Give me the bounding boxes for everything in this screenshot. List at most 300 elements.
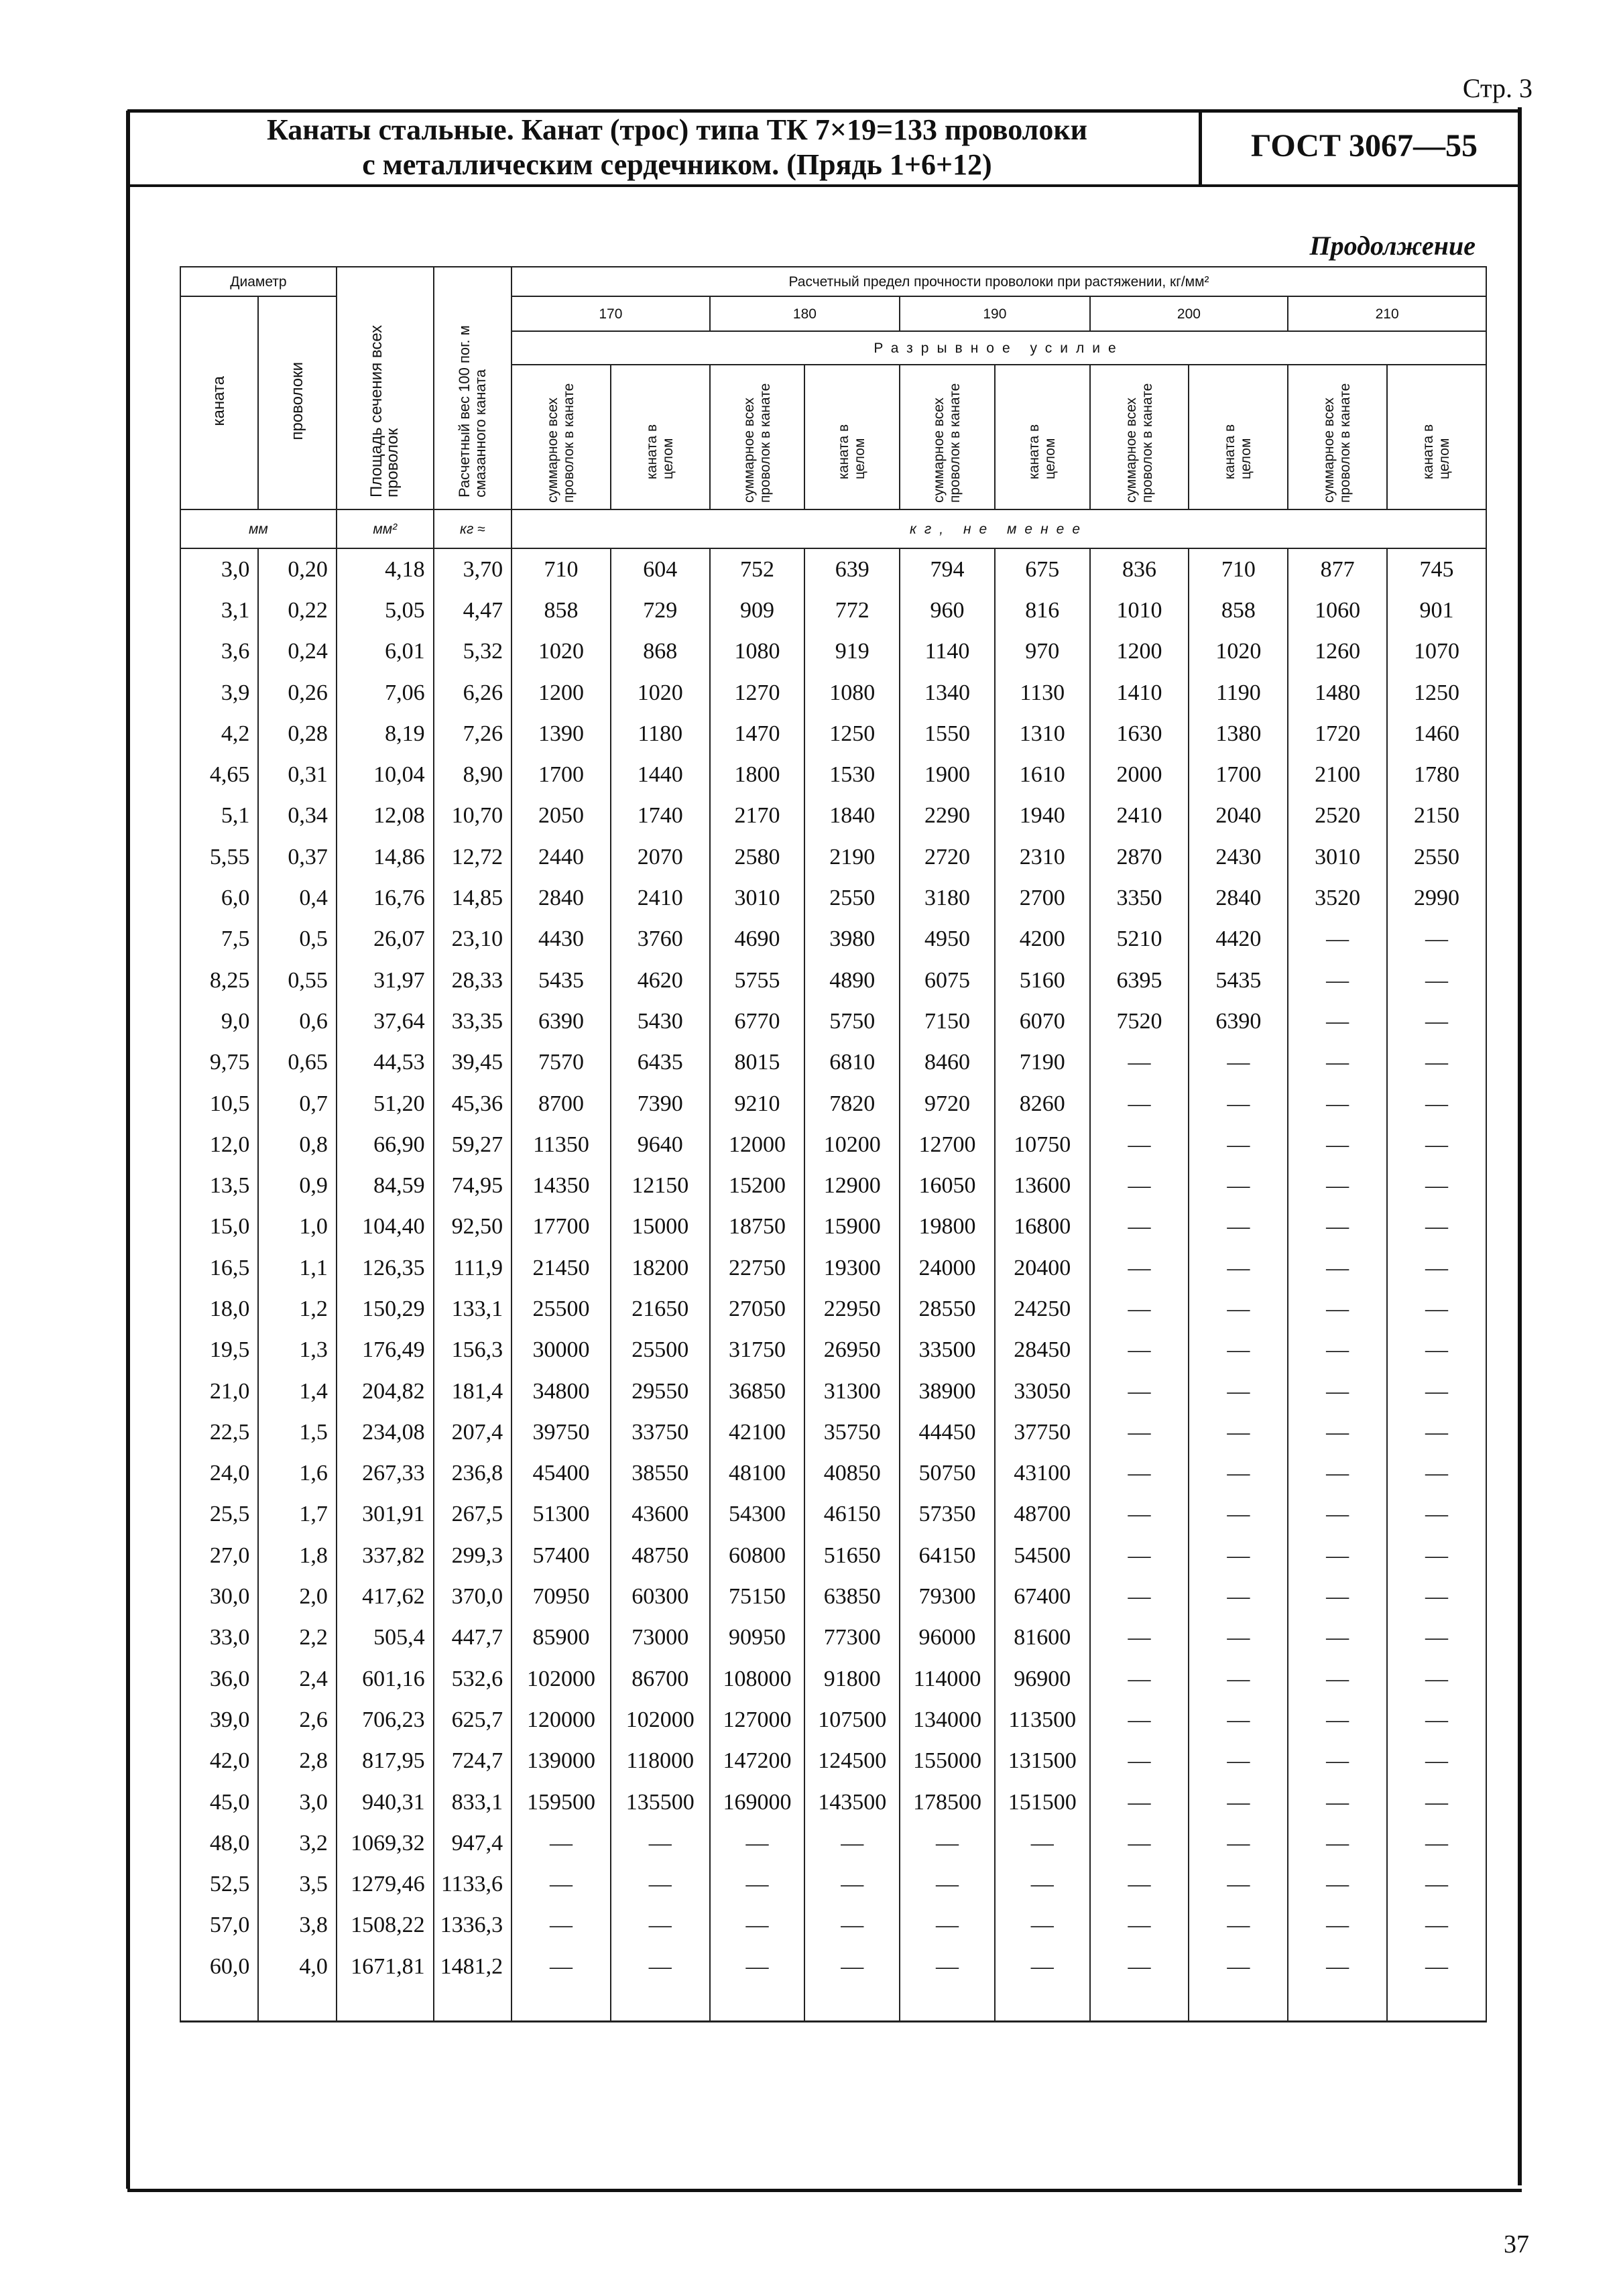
table-cell: — xyxy=(1189,1864,1288,1905)
table-cell: 706,23 xyxy=(337,1699,434,1740)
table-cell: 54500 xyxy=(995,1535,1090,1576)
table-cell: 108000 xyxy=(710,1658,805,1699)
table-cell: 0,6 xyxy=(258,1001,336,1042)
table-cell: 1840 xyxy=(804,796,900,837)
table-cell: 51650 xyxy=(804,1535,900,1576)
table-cell: 1630 xyxy=(1090,713,1189,754)
table-cell: 1740 xyxy=(611,796,710,837)
table-cell: — xyxy=(1288,1823,1387,1864)
table-cell: — xyxy=(710,1946,805,2022)
table-row xyxy=(180,1658,1486,1699)
table-cell: 1060 xyxy=(1288,590,1387,631)
table-cell: 33750 xyxy=(611,1412,710,1453)
table-cell: 19,5 xyxy=(180,1330,258,1371)
table-cell: — xyxy=(1189,1576,1288,1617)
table-cell: 3,2 xyxy=(258,1823,336,1864)
table-cell: — xyxy=(995,1823,1090,1864)
table-cell: 12,08 xyxy=(337,796,434,837)
table-cell: 752 xyxy=(710,548,805,590)
table-cell: 5435 xyxy=(1189,960,1288,1001)
header-whole-170-text: каната в целом xyxy=(644,424,676,479)
table-cell: 176,49 xyxy=(337,1330,434,1371)
table-cell: 1,0 xyxy=(258,1207,336,1248)
table-cell: — xyxy=(1288,1576,1387,1617)
table-cell: — xyxy=(1288,960,1387,1001)
table-cell: — xyxy=(995,1946,1090,2022)
table-cell: 5,32 xyxy=(434,631,512,672)
table-cell: 1,4 xyxy=(258,1371,336,1412)
table-cell: — xyxy=(1387,1946,1486,2022)
table-cell: — xyxy=(1288,1371,1387,1412)
table-cell: 120000 xyxy=(512,1699,611,1740)
table-cell: 15,0 xyxy=(180,1207,258,1248)
table-cell: — xyxy=(1387,1699,1486,1740)
table-cell: — xyxy=(1090,1124,1189,1165)
table-cell: 710 xyxy=(1189,548,1288,590)
table-cell: 2190 xyxy=(804,837,900,878)
table-cell: 2990 xyxy=(1387,878,1486,918)
table-cell: 59,27 xyxy=(434,1124,512,1165)
header-whole-210 xyxy=(1387,365,1486,509)
table-cell: — xyxy=(1189,1207,1288,1248)
table-cell: 2000 xyxy=(1090,754,1189,795)
table-cell: 234,08 xyxy=(337,1412,434,1453)
table-cell: — xyxy=(1387,1207,1486,1248)
table-cell: 1460 xyxy=(1387,713,1486,754)
table-cell: 48750 xyxy=(611,1535,710,1576)
header-sum-180-text: суммарное всех проволок в канате xyxy=(741,383,773,503)
table-cell: 57,0 xyxy=(180,1905,258,1946)
table-cell: — xyxy=(1387,1288,1486,1329)
table-cell: — xyxy=(1090,1658,1189,1699)
table-cell: 1940 xyxy=(995,796,1090,837)
table-row xyxy=(180,1823,1486,1864)
table-cell: 75150 xyxy=(710,1576,805,1617)
table-cell: 1780 xyxy=(1387,754,1486,795)
table-cell: — xyxy=(1189,1042,1288,1083)
table-cell: 4200 xyxy=(995,919,1090,960)
table-cell: 3350 xyxy=(1090,878,1189,918)
table-cell: 604 xyxy=(611,548,710,590)
table-cell: 940,31 xyxy=(337,1782,434,1823)
table-cell: 1390 xyxy=(512,713,611,754)
table-cell: 639 xyxy=(804,548,900,590)
table-row xyxy=(180,1576,1486,1617)
table-cell: 60300 xyxy=(611,1576,710,1617)
table-cell: 15200 xyxy=(710,1165,805,1206)
table-cell: 2150 xyxy=(1387,796,1486,837)
table-cell: 4,47 xyxy=(434,590,512,631)
table-cell: 2,0 xyxy=(258,1576,336,1617)
table-row xyxy=(180,1494,1486,1535)
page-number-top: Стр. 3 xyxy=(1462,73,1532,103)
table-cell: 60800 xyxy=(710,1535,805,1576)
table-cell: 18200 xyxy=(611,1248,710,1288)
header-rope xyxy=(180,296,258,509)
table-cell: 22950 xyxy=(804,1288,900,1329)
table-cell: 7,06 xyxy=(337,672,434,713)
table-cell: 114000 xyxy=(900,1658,995,1699)
table-row xyxy=(180,1412,1486,1453)
table-cell: 139000 xyxy=(512,1741,611,1782)
gost-number: ГОСТ 3067—55 xyxy=(1251,128,1478,164)
table-cell: 5755 xyxy=(710,960,805,1001)
table-cell: — xyxy=(1288,919,1387,960)
table-cell: 10750 xyxy=(995,1124,1090,1165)
table-cell: 6,26 xyxy=(434,672,512,713)
table-cell: 1,7 xyxy=(258,1494,336,1535)
table-cell: 134000 xyxy=(900,1699,995,1740)
table-cell: 1671,81 xyxy=(337,1946,434,2022)
header-grade-170: 170 xyxy=(512,296,710,331)
table-cell: 27050 xyxy=(710,1288,805,1329)
table-cell: 7390 xyxy=(611,1083,710,1124)
table-cell: 30000 xyxy=(512,1330,611,1371)
table-cell: 0,26 xyxy=(258,672,336,713)
table-cell: — xyxy=(1189,1618,1288,1658)
table-row xyxy=(180,1083,1486,1124)
table-cell: 28450 xyxy=(995,1330,1090,1371)
table-cell: 0,55 xyxy=(258,960,336,1001)
table-cell: 57400 xyxy=(512,1535,611,1576)
table-cell: 6395 xyxy=(1090,960,1189,1001)
table-cell: 20400 xyxy=(995,1248,1090,1288)
table-cell: 877 xyxy=(1288,548,1387,590)
table-cell: 1020 xyxy=(512,631,611,672)
table-cell: 2700 xyxy=(995,878,1090,918)
table-cell: 12,0 xyxy=(180,1124,258,1165)
table-cell: — xyxy=(1090,1741,1189,1782)
table-cell: 301,91 xyxy=(337,1494,434,1535)
table-cell: 107500 xyxy=(804,1699,900,1740)
table-cell: 1310 xyxy=(995,713,1090,754)
header-breaking-force: Разрывное усилие xyxy=(512,331,1486,365)
table-row xyxy=(180,960,1486,1001)
table-cell: 33,0 xyxy=(180,1618,258,1658)
table-cell: 21650 xyxy=(611,1288,710,1329)
table-cell: 1440 xyxy=(611,754,710,795)
table-cell: 33,35 xyxy=(434,1001,512,1042)
table-cell: 1508,22 xyxy=(337,1905,434,1946)
table-cell: — xyxy=(1387,1823,1486,1864)
table-cell: — xyxy=(1387,1741,1486,1782)
table-cell: — xyxy=(611,1864,710,1905)
table-cell: — xyxy=(611,1905,710,1946)
header-sum-210 xyxy=(1288,365,1387,509)
table-cell: 102000 xyxy=(512,1658,611,1699)
table-cell: 2070 xyxy=(611,837,710,878)
table-cell: 15900 xyxy=(804,1207,900,1248)
table-cell: 8,90 xyxy=(434,754,512,795)
table-cell: — xyxy=(1090,1782,1189,1823)
table-row xyxy=(180,631,1486,672)
table-cell: 15000 xyxy=(611,1207,710,1248)
title-line-2: с металлическим сердечником. (Прядь 1+6+12) xyxy=(362,148,992,181)
table-cell: 267,5 xyxy=(434,1494,512,1535)
table-cell: 601,16 xyxy=(337,1658,434,1699)
table-cell: 1070 xyxy=(1387,631,1486,672)
table-cell: 54300 xyxy=(710,1494,805,1535)
table-cell: — xyxy=(1387,919,1486,960)
table-cell: 127000 xyxy=(710,1699,805,1740)
table-cell: 1200 xyxy=(512,672,611,713)
table-cell: 337,82 xyxy=(337,1535,434,1576)
table-cell: 960 xyxy=(900,590,995,631)
table-cell: 30,0 xyxy=(180,1576,258,1617)
table-cell: 2840 xyxy=(512,878,611,918)
table-cell: — xyxy=(1387,1083,1486,1124)
table-cell: — xyxy=(1288,1658,1387,1699)
table-cell: 6,0 xyxy=(180,878,258,918)
table-cell: — xyxy=(1288,1946,1387,2022)
table-cell: 0,5 xyxy=(258,919,336,960)
table-cell: 2520 xyxy=(1288,796,1387,837)
table-cell: 45,36 xyxy=(434,1083,512,1124)
table-cell: — xyxy=(1189,1083,1288,1124)
header-whole-200-text: каната в целом xyxy=(1222,424,1254,479)
page-number-bottom: 37 xyxy=(1504,2230,1529,2258)
table-cell: 1380 xyxy=(1189,713,1288,754)
table-cell: 2720 xyxy=(900,837,995,878)
table-cell: — xyxy=(1090,1288,1189,1329)
table-cell: 3,70 xyxy=(434,548,512,590)
table-row xyxy=(180,1042,1486,1083)
table-cell: 178500 xyxy=(900,1782,995,1823)
table-cell: — xyxy=(1288,1741,1387,1782)
header-area-text: Площадь сечения всех проволок xyxy=(367,324,402,497)
table-cell: — xyxy=(1288,1412,1387,1453)
table-row xyxy=(180,1124,1486,1165)
table-cell: 52,5 xyxy=(180,1864,258,1905)
table-cell: 1260 xyxy=(1288,631,1387,672)
table-body xyxy=(180,548,1486,2022)
table-cell: 2,4 xyxy=(258,1658,336,1699)
table-cell: 3,8 xyxy=(258,1905,336,1946)
table-cell: 19800 xyxy=(900,1207,995,1248)
table-cell: 1,6 xyxy=(258,1453,336,1494)
table-cell: — xyxy=(1090,1330,1189,1371)
table-cell: 7190 xyxy=(995,1042,1090,1083)
table-cell: 858 xyxy=(1189,590,1288,631)
table-cell: 5210 xyxy=(1090,919,1189,960)
table-cell: — xyxy=(611,1823,710,1864)
table-cell: 1410 xyxy=(1090,672,1189,713)
table-cell: — xyxy=(1387,1864,1486,1905)
table-cell: 50750 xyxy=(900,1453,995,1494)
table-cell: 12150 xyxy=(611,1165,710,1206)
table-row xyxy=(180,754,1486,795)
header-whole-170 xyxy=(611,365,710,509)
table-cell: 25,5 xyxy=(180,1494,258,1535)
table-cell: 90950 xyxy=(710,1618,805,1658)
table-cell: — xyxy=(1090,1535,1189,1576)
table-row xyxy=(180,590,1486,631)
table-row xyxy=(180,1165,1486,1206)
table-cell: 151500 xyxy=(995,1782,1090,1823)
table-row xyxy=(180,713,1486,754)
table-cell: — xyxy=(1288,1905,1387,1946)
table-cell: — xyxy=(1090,1042,1189,1083)
table-cell: 3,5 xyxy=(258,1864,336,1905)
header-grade-210: 210 xyxy=(1288,296,1486,331)
table-cell: 85900 xyxy=(512,1618,611,1658)
table-cell: — xyxy=(1387,1165,1486,1206)
table-cell: 0,24 xyxy=(258,631,336,672)
table-cell: 48100 xyxy=(710,1453,805,1494)
table-cell: — xyxy=(1288,1083,1387,1124)
table-row xyxy=(180,1330,1486,1371)
table-cell: 2430 xyxy=(1189,837,1288,878)
table-cell: — xyxy=(1387,960,1486,1001)
table-cell: 816 xyxy=(995,590,1090,631)
table-cell: — xyxy=(1090,1699,1189,1740)
table-cell: 25500 xyxy=(611,1330,710,1371)
table-cell: 0,9 xyxy=(258,1165,336,1206)
table-cell: — xyxy=(1288,1782,1387,1823)
table-cell: 970 xyxy=(995,631,1090,672)
header-grade-200: 200 xyxy=(1090,296,1288,331)
table-cell: 6,01 xyxy=(337,631,434,672)
table-cell: 156,3 xyxy=(434,1330,512,1371)
table-cell: 24000 xyxy=(900,1248,995,1288)
table-cell: — xyxy=(1387,1248,1486,1288)
table-cell: 1190 xyxy=(1189,672,1288,713)
table-cell: 417,62 xyxy=(337,1576,434,1617)
table-cell: 6435 xyxy=(611,1042,710,1083)
header-whole-190 xyxy=(995,365,1090,509)
table-cell: — xyxy=(1090,1864,1189,1905)
table-cell: 44450 xyxy=(900,1412,995,1453)
table-cell: 2,2 xyxy=(258,1618,336,1658)
table-cell: 1270 xyxy=(710,672,805,713)
table-cell: 10,04 xyxy=(337,754,434,795)
table-cell: 3,0 xyxy=(180,548,258,590)
table-cell: 9,0 xyxy=(180,1001,258,1042)
header-sum-200 xyxy=(1090,365,1189,509)
table-cell: 12900 xyxy=(804,1165,900,1206)
table-cell: 0,28 xyxy=(258,713,336,754)
table-cell: 12700 xyxy=(900,1124,995,1165)
table-cell: 96000 xyxy=(900,1618,995,1658)
table-cell: 833,1 xyxy=(434,1782,512,1823)
table-cell: 10,5 xyxy=(180,1083,258,1124)
header-strength: Расчетный предел прочности проволоки при растяжении, кг/мм² xyxy=(512,267,1486,296)
table-cell: 3180 xyxy=(900,878,995,918)
table-cell: 2550 xyxy=(804,878,900,918)
table-cell: 102000 xyxy=(611,1699,710,1740)
table-cell: 4430 xyxy=(512,919,611,960)
table-cell: 8,25 xyxy=(180,960,258,1001)
table-cell: 37,64 xyxy=(337,1001,434,1042)
table-cell: 2870 xyxy=(1090,837,1189,878)
table-cell: — xyxy=(1387,1782,1486,1823)
header-whole-180 xyxy=(804,365,900,509)
table-cell: — xyxy=(804,1946,900,2022)
table-cell: 267,33 xyxy=(337,1453,434,1494)
header-whole-190-text: каната в целом xyxy=(1026,424,1058,479)
table-cell: 1,1 xyxy=(258,1248,336,1288)
table-cell: 4,2 xyxy=(180,713,258,754)
table-cell: — xyxy=(512,1905,611,1946)
table-cell: 5160 xyxy=(995,960,1090,1001)
table-cell: 5,55 xyxy=(180,837,258,878)
table-cell: — xyxy=(804,1905,900,1946)
table-cell: 3520 xyxy=(1288,878,1387,918)
table-cell: 2170 xyxy=(710,796,805,837)
table-cell: 1530 xyxy=(804,754,900,795)
table-cell: 28550 xyxy=(900,1288,995,1329)
table-cell: 45400 xyxy=(512,1453,611,1494)
table-cell: 6390 xyxy=(1189,1001,1288,1042)
table-cell: 7,5 xyxy=(180,919,258,960)
table-cell: 1720 xyxy=(1288,713,1387,754)
table-cell: — xyxy=(1189,1741,1288,1782)
table-row xyxy=(180,672,1486,713)
table-cell: — xyxy=(1189,1330,1288,1371)
table-cell: — xyxy=(512,1864,611,1905)
table-cell: 7,26 xyxy=(434,713,512,754)
table-cell: 207,4 xyxy=(434,1412,512,1453)
table-cell: 155000 xyxy=(900,1741,995,1782)
table-cell: — xyxy=(1288,1207,1387,1248)
table-cell: 133,1 xyxy=(434,1288,512,1329)
table-cell: — xyxy=(1090,1618,1189,1658)
table-cell: 14,86 xyxy=(337,837,434,878)
table-cell: 73000 xyxy=(611,1618,710,1658)
table-cell: — xyxy=(1288,1330,1387,1371)
unit-kg-min: кг, не менее xyxy=(512,509,1486,548)
table-cell: 817,95 xyxy=(337,1741,434,1782)
table-cell: 36850 xyxy=(710,1371,805,1412)
table-row xyxy=(180,1782,1486,1823)
table-cell: 0,37 xyxy=(258,837,336,878)
table-cell: 4420 xyxy=(1189,919,1288,960)
table-cell: 772 xyxy=(804,590,900,631)
table-cell: 1480 xyxy=(1288,672,1387,713)
table-cell: 7150 xyxy=(900,1001,995,1042)
table-cell: 16,5 xyxy=(180,1248,258,1288)
table-cell: 919 xyxy=(804,631,900,672)
table-cell: — xyxy=(804,1823,900,1864)
table-row xyxy=(180,1905,1486,1946)
table-cell: 2100 xyxy=(1288,754,1387,795)
header-sum-170 xyxy=(512,365,611,509)
table-cell: — xyxy=(512,1946,611,2022)
table-cell: 14350 xyxy=(512,1165,611,1206)
table-cell: 724,7 xyxy=(434,1741,512,1782)
table-cell: 9720 xyxy=(900,1083,995,1124)
table-cell: — xyxy=(611,1946,710,2022)
table-cell: 729 xyxy=(611,590,710,631)
table-cell: 104,40 xyxy=(337,1207,434,1248)
table-cell: — xyxy=(1189,1946,1288,2022)
table-cell: 11350 xyxy=(512,1124,611,1165)
table-cell: 66,90 xyxy=(337,1124,434,1165)
table-cell: 1700 xyxy=(512,754,611,795)
table-cell: — xyxy=(1189,1371,1288,1412)
table-cell: 8460 xyxy=(900,1042,995,1083)
table-cell: 1700 xyxy=(1189,754,1288,795)
table-cell: 64150 xyxy=(900,1535,995,1576)
rope-specification-table xyxy=(180,266,1487,2022)
table-cell: 1279,46 xyxy=(337,1864,434,1905)
table-cell: 6390 xyxy=(512,1001,611,1042)
header-sum-180 xyxy=(710,365,805,509)
table-cell: 14,85 xyxy=(434,878,512,918)
table-cell: 8015 xyxy=(710,1042,805,1083)
table-cell: 1200 xyxy=(1090,631,1189,672)
table-cell: — xyxy=(995,1864,1090,1905)
